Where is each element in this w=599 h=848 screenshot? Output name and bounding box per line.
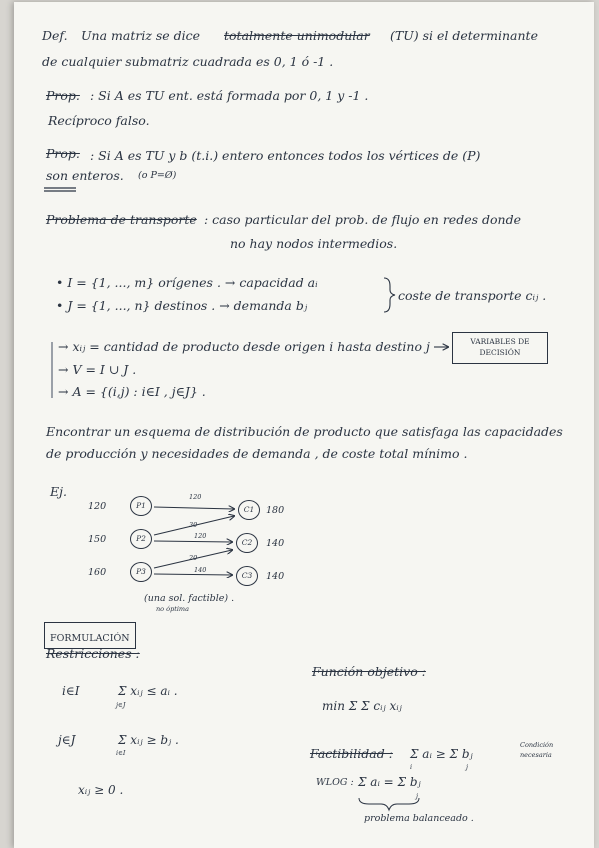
example-caption: (una sol. factible) . — [144, 593, 235, 604]
objective-expr: min Σ Σ cᵢⱼ xᵢⱼ — [322, 699, 402, 713]
transport-desc2: no hay nodos intermedios. — [230, 236, 398, 251]
def-line2: de cualquier submatriz cuadrada es 0, 1 ó -1 . — [42, 54, 334, 69]
r3: xᵢⱼ ≥ 0 . — [78, 783, 124, 797]
example-label: Ej. — [50, 484, 67, 499]
formulation-box — [44, 622, 136, 649]
flow-p1-c1: 120 — [189, 493, 202, 501]
supply-2: 150 — [88, 534, 107, 545]
def-line1-b: (TU) si el determinante — [390, 28, 538, 43]
formulation-title: FORMULACIÓN — [50, 633, 130, 644]
feasibility-expr: Σ aᵢ ≥ Σ bⱼ — [410, 747, 473, 761]
feasibility-label: Factibilidad : — [310, 746, 393, 761]
prop1-line2: Recíproco falso. — [48, 113, 150, 128]
prop2-line2: son enteros. — [46, 168, 124, 183]
r1-set: i∈I — [62, 684, 80, 698]
var-xij: → xᵢⱼ = cantidad de producto desde origen i hasta destino j — [58, 339, 430, 354]
transport-desc1: : caso particular del prob. de flujo en redes donde — [204, 212, 521, 227]
arrow-p1-c1 — [154, 507, 234, 509]
def-line1-a: Una matriz se dice — [81, 28, 201, 43]
arrow-p2-c2 — [154, 541, 232, 542]
r2-set: j∈J — [58, 733, 76, 747]
objective-title: Función objetivo : — [312, 664, 426, 679]
supply-1: 120 — [88, 501, 107, 512]
flow-p2-c2: 120 — [194, 532, 207, 540]
r1-expr: Σ xᵢⱼ ≤ aᵢ . — [118, 684, 178, 698]
goal-line1: Encontrar un esquema de distribución de producto que satisfaga las capacidades — [46, 424, 563, 439]
var-a: → A = {(i,j) : i∈I , j∈J} . — [58, 384, 206, 399]
node-p3: P3 — [130, 562, 152, 582]
prop2-line2-note: (o P=Ø) — [138, 170, 177, 181]
wlog-brace — [359, 798, 419, 810]
def-label: Def. — [42, 28, 68, 43]
node-p1: P1 — [130, 496, 152, 516]
def-line1-struck: totalmente unimodular — [224, 28, 370, 43]
wlog-expr: Σ aᵢ = Σ bⱼ — [358, 775, 421, 789]
node-p2: P2 — [130, 529, 152, 549]
feasibility-note-1: Condición — [520, 741, 554, 749]
transport-title: Problema de transporte — [46, 212, 197, 227]
r2-expr: Σ xᵢⱼ ≥ bⱼ . — [118, 733, 179, 747]
balanced-label: problema balanceado . — [364, 813, 474, 824]
cost-brace — [384, 278, 395, 312]
example-arrows — [14, 2, 594, 848]
prop2-line1: : Si A es TU y b (t.i.) entero entonces todos los vértices de (P) — [90, 148, 481, 163]
wlog-label: WLOG : — [316, 777, 354, 788]
demand-3: 140 — [266, 571, 285, 582]
set-destinations: • J = {1, ..., n} destinos . → demanda bⱼ — [56, 298, 308, 313]
set-origins: • I = {1, ..., m} orígenes . → capacidad aᵢ — [56, 275, 318, 290]
node-c1: C1 — [238, 500, 260, 520]
arrow-p3-c3 — [154, 574, 232, 575]
demand-2: 140 — [266, 538, 285, 549]
transport-cost: coste de transporte cᵢⱼ . — [398, 288, 547, 303]
r1-sub: j∈J — [116, 701, 126, 709]
prop2-label: Prop. — [46, 146, 80, 161]
r2-sub: i∈I — [116, 749, 126, 757]
example-caption-note: no óptima — [156, 605, 189, 613]
var-v: → V = I ∪ J . — [58, 362, 137, 377]
node-c2: C2 — [236, 533, 258, 553]
feasibility-sub-j: j — [466, 763, 469, 771]
restrictions-title: Restricciones : — [46, 646, 140, 661]
demand-1: 180 — [266, 505, 285, 516]
feasibility-sub-i: i — [410, 763, 413, 771]
flow-p3-c3: 140 — [194, 566, 207, 574]
supply-3: 160 — [88, 567, 107, 578]
flow-p2-c1: 30 — [189, 521, 198, 529]
feasibility-note-2: necesaria — [520, 751, 552, 759]
node-c3: C3 — [236, 566, 258, 586]
notebook-page — [14, 2, 594, 848]
goal-line2: de producción y necesidades de demanda , de coste total mínimo . — [46, 446, 468, 461]
prop1-line1: : Si A es TU ent. está formada por 0, 1 y -1 . — [90, 88, 369, 103]
box-line2: DECISIÓN — [479, 347, 521, 357]
box-line1: VARIABLES DE — [470, 337, 530, 346]
flow-p3-c2: 20 — [189, 554, 198, 562]
wlog-sub-j: j — [416, 792, 419, 800]
prop1-label: Prop. — [46, 88, 80, 103]
